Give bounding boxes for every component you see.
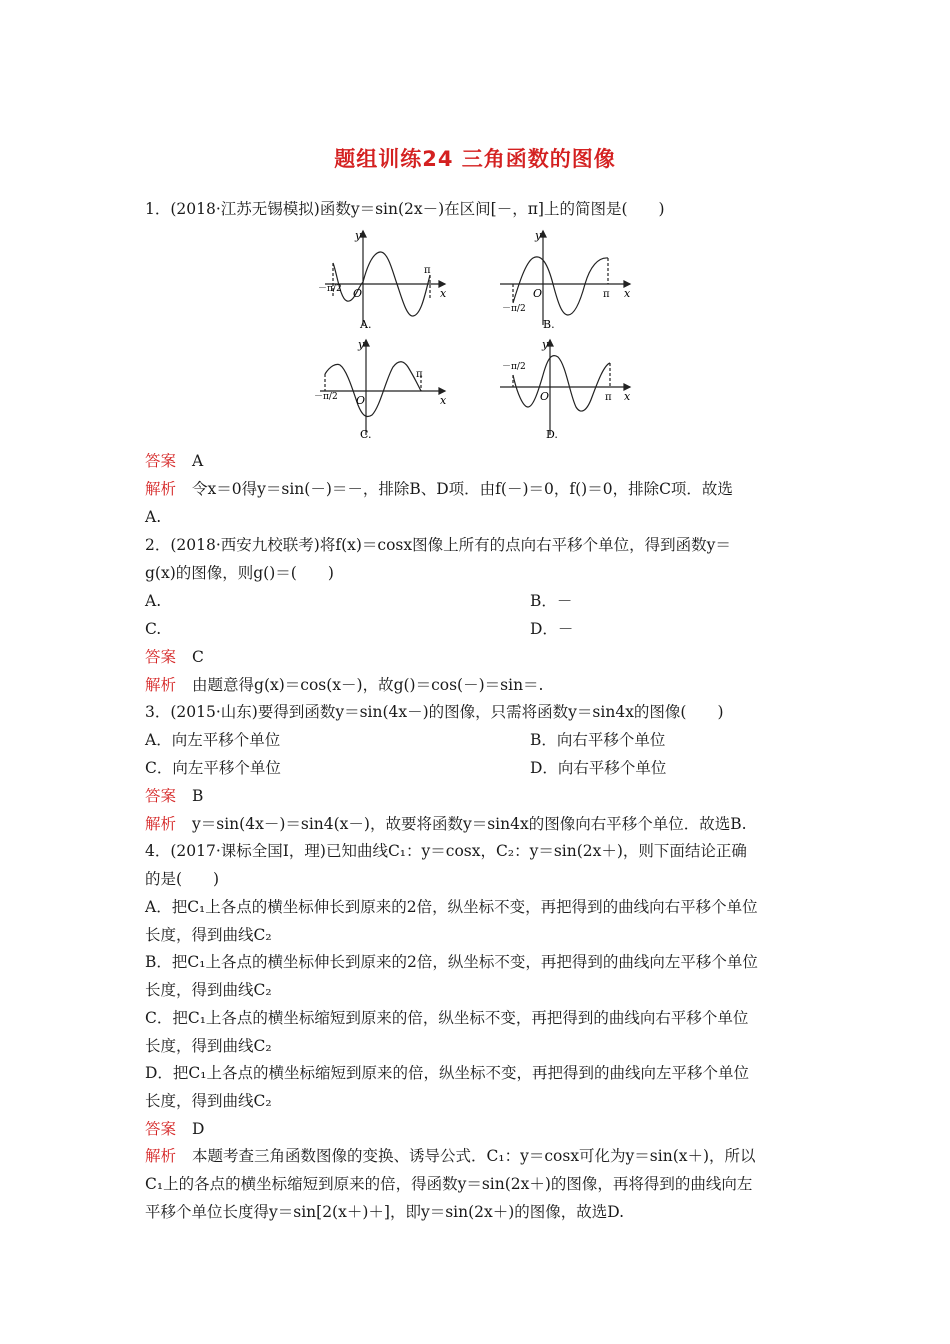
q4-answer: D (192, 1120, 205, 1138)
q1-analysis-row (145, 479, 733, 499)
analysis-label: 解析 (145, 1147, 177, 1165)
graph-c-neg-pi-half: －π/2 (314, 392, 338, 402)
graph-c-pi-tick: π (416, 369, 423, 380)
q3-answer-row (145, 786, 203, 806)
graph-d-x-label: x (624, 390, 631, 403)
answer-label: 答案 (145, 787, 177, 805)
analysis-label: 解析 (145, 480, 177, 498)
q1-graphs (300, 225, 650, 445)
q1-stem: 1．(2018·江苏无锡模拟)函数y＝sin(2x－)在区间[－，π]上的简图是( ) (145, 200, 665, 218)
q4-analysis-2: C₁上的各点的横坐标缩短到原来的倍，得函数y＝sin(2x＋)的图像，再将得到的曲线向左 (145, 1175, 753, 1193)
graph-a (325, 231, 445, 325)
graph-c-x-label: x (440, 394, 447, 407)
graph-b-label: B. (543, 318, 555, 331)
answer-label: 答案 (145, 452, 177, 470)
q2-stem-2: g(x)的图像，则g()＝( ) (145, 564, 334, 582)
q4-analysis-1: 本题考查三角函数图像的变换、诱导公式．C₁：y＝cosx可化为y＝sin(x＋)，所以 (192, 1147, 756, 1165)
graph-b-x-label: x (624, 287, 631, 300)
graph-a-neg-pi-half: －π/2 (318, 284, 342, 294)
q4-option-c-1: C．把C₁上各点的横坐标缩短到原来的倍，纵坐标不变，再把得到的曲线向右平移个单位 (145, 1009, 749, 1027)
graph-a-y-label: y (355, 229, 362, 242)
q1-graph-svg (300, 225, 650, 445)
answer-label: 答案 (145, 1120, 177, 1138)
graph-a-origin: O (353, 287, 363, 300)
q3-answer: B (192, 787, 204, 805)
q2-option-a: A. (145, 592, 162, 610)
q4-answer-row (145, 1119, 204, 1139)
graph-d-pi-tick: π (605, 392, 612, 403)
q4-option-a-2: 长度，得到曲线C₂ (145, 926, 272, 944)
q3-option-d: D．向右平移个单位 (530, 759, 667, 777)
q4-option-b-2: 长度，得到曲线C₂ (145, 981, 272, 999)
q3-option-a: A．向左平移个单位 (145, 731, 281, 749)
analysis-label: 解析 (145, 676, 177, 694)
q1-answer: A (192, 452, 204, 470)
q4-option-b-1: B．把C₁上各点的横坐标伸长到原来的2倍，纵坐标不变，再把得到的曲线向左平移个单位 (145, 953, 758, 971)
page-title: 题组训练24 三角函数的图像 (334, 147, 616, 171)
graph-c-label: C. (360, 428, 372, 441)
graph-d-neg-pi-half: －π/2 (502, 362, 526, 372)
graph-b-origin: O (533, 287, 543, 300)
q3-analysis: y＝sin(4x－)＝sin4(x－)，故要将函数y＝sin4x的图像向右平移个单位．故选B. (192, 815, 747, 833)
q4-stem-2: 的是( ) (145, 870, 220, 888)
q4-stem-1: 4．(2017·课标全国Ⅰ，理)已知曲线C₁：y＝cosx，C₂：y＝sin(2x＋)，则下面结论正确 (145, 842, 747, 860)
q1-analysis-1: 令x＝0得y＝sin(－)＝－，排除B、D项．由f(－)＝0，f()＝0，排除C项．故选 (192, 480, 733, 498)
q2-answer: C (192, 648, 204, 666)
graph-c-origin: O (356, 394, 366, 407)
q4-analysis-3: 平移个单位长度得y＝sin[2(x＋)＋]，即y＝sin(2x＋)的图像，故选D. (145, 1203, 625, 1221)
q2-option-d: D．－ (530, 620, 574, 638)
q4-option-c-2: 长度，得到曲线C₂ (145, 1037, 272, 1055)
q2-answer-row (145, 647, 204, 667)
answer-label: 答案 (145, 648, 177, 666)
graph-d-label: D. (546, 428, 558, 441)
q4-analysis-row (145, 1146, 756, 1166)
q4-option-d-1: D．把C₁上各点的横坐标缩短到原来的倍，纵坐标不变，再把得到的曲线向左平移个单位 (145, 1064, 750, 1082)
graph-a-pi-tick: π (424, 265, 431, 276)
q3-stem: 3．(2015·山东)要得到函数y＝sin(4x－)的图像，只需将函数y＝sin4x的图像( ) (145, 703, 724, 721)
graph-b-neg-pi-half: －π/2 (502, 304, 526, 314)
graph-a-label: A. (360, 318, 372, 331)
q4-option-a-1: A．把C₁上各点的横坐标伸长到原来的2倍，纵坐标不变，再把得到的曲线向右平移个单位 (145, 898, 758, 916)
q4-option-d-2: 长度，得到曲线C₂ (145, 1092, 272, 1110)
q2-stem-1: 2．(2018·西安九校联考)将f(x)＝cosx图像上所有的点向右平移个单位，得到函数y＝ (145, 536, 731, 554)
q2-option-b: B．－ (530, 592, 573, 610)
graph-c-y-label: y (358, 338, 365, 351)
q3-option-b: B．向右平移个单位 (530, 731, 666, 749)
graph-b-y-label: y (535, 229, 542, 242)
graph-d-y-label: y (542, 338, 549, 351)
q1-answer-row (145, 451, 203, 471)
graph-d (500, 340, 630, 435)
graph-b-pi-tick: π (603, 289, 610, 300)
graph-c (320, 340, 445, 435)
graph-a-x-label: x (440, 287, 447, 300)
q3-analysis-row (145, 814, 747, 834)
analysis-label: 解析 (145, 815, 177, 833)
q2-analysis: 由题意得g(x)＝cos(x－)，故g()＝cos(－)＝sin＝. (192, 676, 544, 694)
q1-analysis-2: A. (145, 508, 162, 526)
q3-option-c: C．向左平移个单位 (145, 759, 281, 777)
graph-d-origin: O (540, 390, 550, 403)
q2-option-c: C. (145, 620, 162, 638)
q2-analysis-row (145, 675, 543, 695)
